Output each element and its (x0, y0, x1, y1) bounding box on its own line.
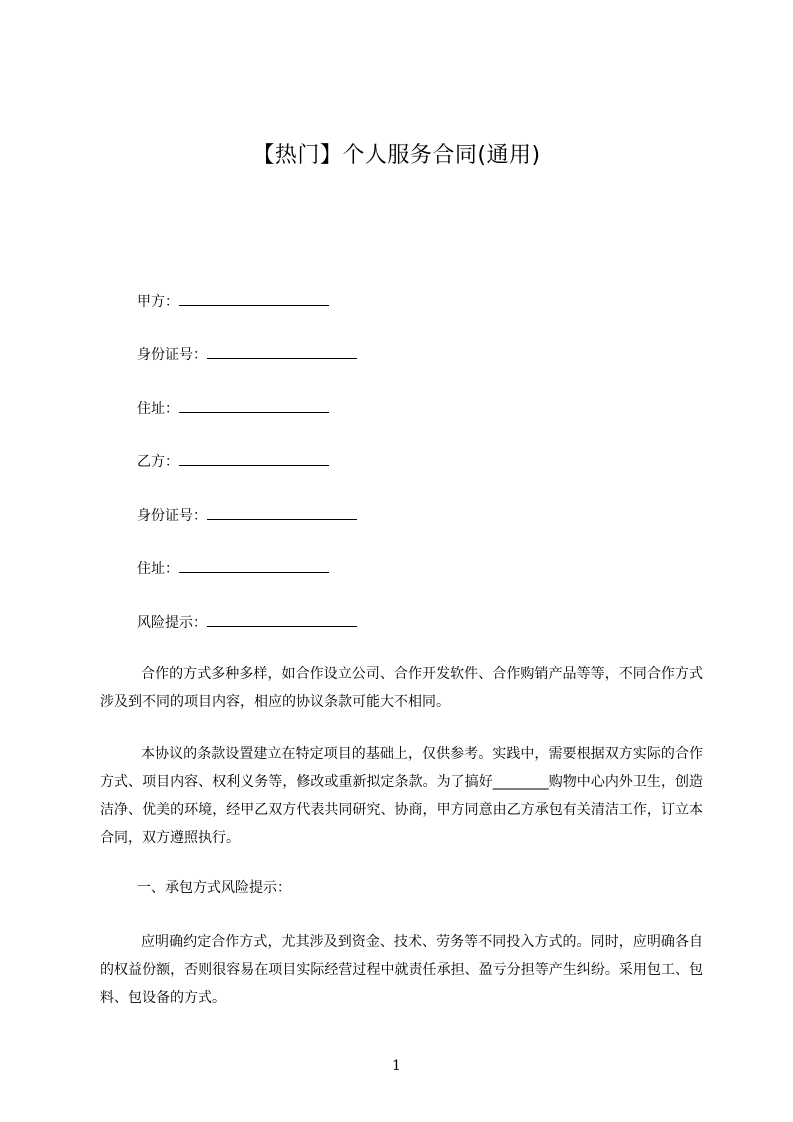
blank-line (207, 344, 357, 359)
field-address-b (137, 558, 329, 579)
paragraph-agreement-terms: 本协议的条款设置建立在特定项目的基础上，仅供参考。实践中，需要根据双方实际的合作方式、项目内容、权利义务等，修改或重新拟定条款。为了搞好________购物中心内外卫生，创造洁净、优美的环境，经甲乙双方代表共同研究、协商，甲方同意由乙方承包有关清洁工作，订立本合同，双方遵照执行。 (100, 746, 703, 846)
blank-line (207, 505, 357, 520)
field-label: 甲方： (137, 294, 179, 310)
field-label: 风险提示： (137, 615, 207, 631)
blank-line (207, 612, 357, 627)
field-party-a (137, 291, 329, 312)
field-risk-notice (137, 612, 357, 633)
field-id-number-b (137, 505, 357, 526)
section-heading: 一、承包方式风险提示： (137, 880, 291, 896)
document-title: 【热门】个人服务合同(通用) (252, 143, 541, 168)
field-label: 乙方： (137, 454, 179, 470)
paragraph-cooperation: 合作的方式多种多样，如合作设立公司、合作开发软件、合作购销产品等等，不同合作方式涉及到不同的项目内容，相应的协议条款可能大不相同。 (100, 666, 703, 710)
field-label: 身份证号： (137, 347, 207, 363)
field-label: 住址： (137, 561, 179, 577)
field-id-number-a (137, 344, 357, 365)
blank-line (179, 558, 329, 573)
field-address-a (137, 398, 329, 419)
blank-line (179, 398, 329, 413)
field-party-b (137, 451, 329, 472)
page-number: 1 (392, 1058, 401, 1074)
blank-line (179, 451, 329, 466)
section-paragraph: 应明确约定合作方式，尤其涉及到资金、技术、劳务等不同投入方式的。同时，应明确各自的权益份额，否则很容易在项目实际经营过程中就责任承担、盈亏分担等产生纠纷。采用包工、包料、包设备的方式。 (100, 934, 703, 1006)
field-label: 身份证号： (137, 508, 207, 524)
blank-line (179, 291, 329, 306)
field-label: 住址： (137, 401, 179, 417)
